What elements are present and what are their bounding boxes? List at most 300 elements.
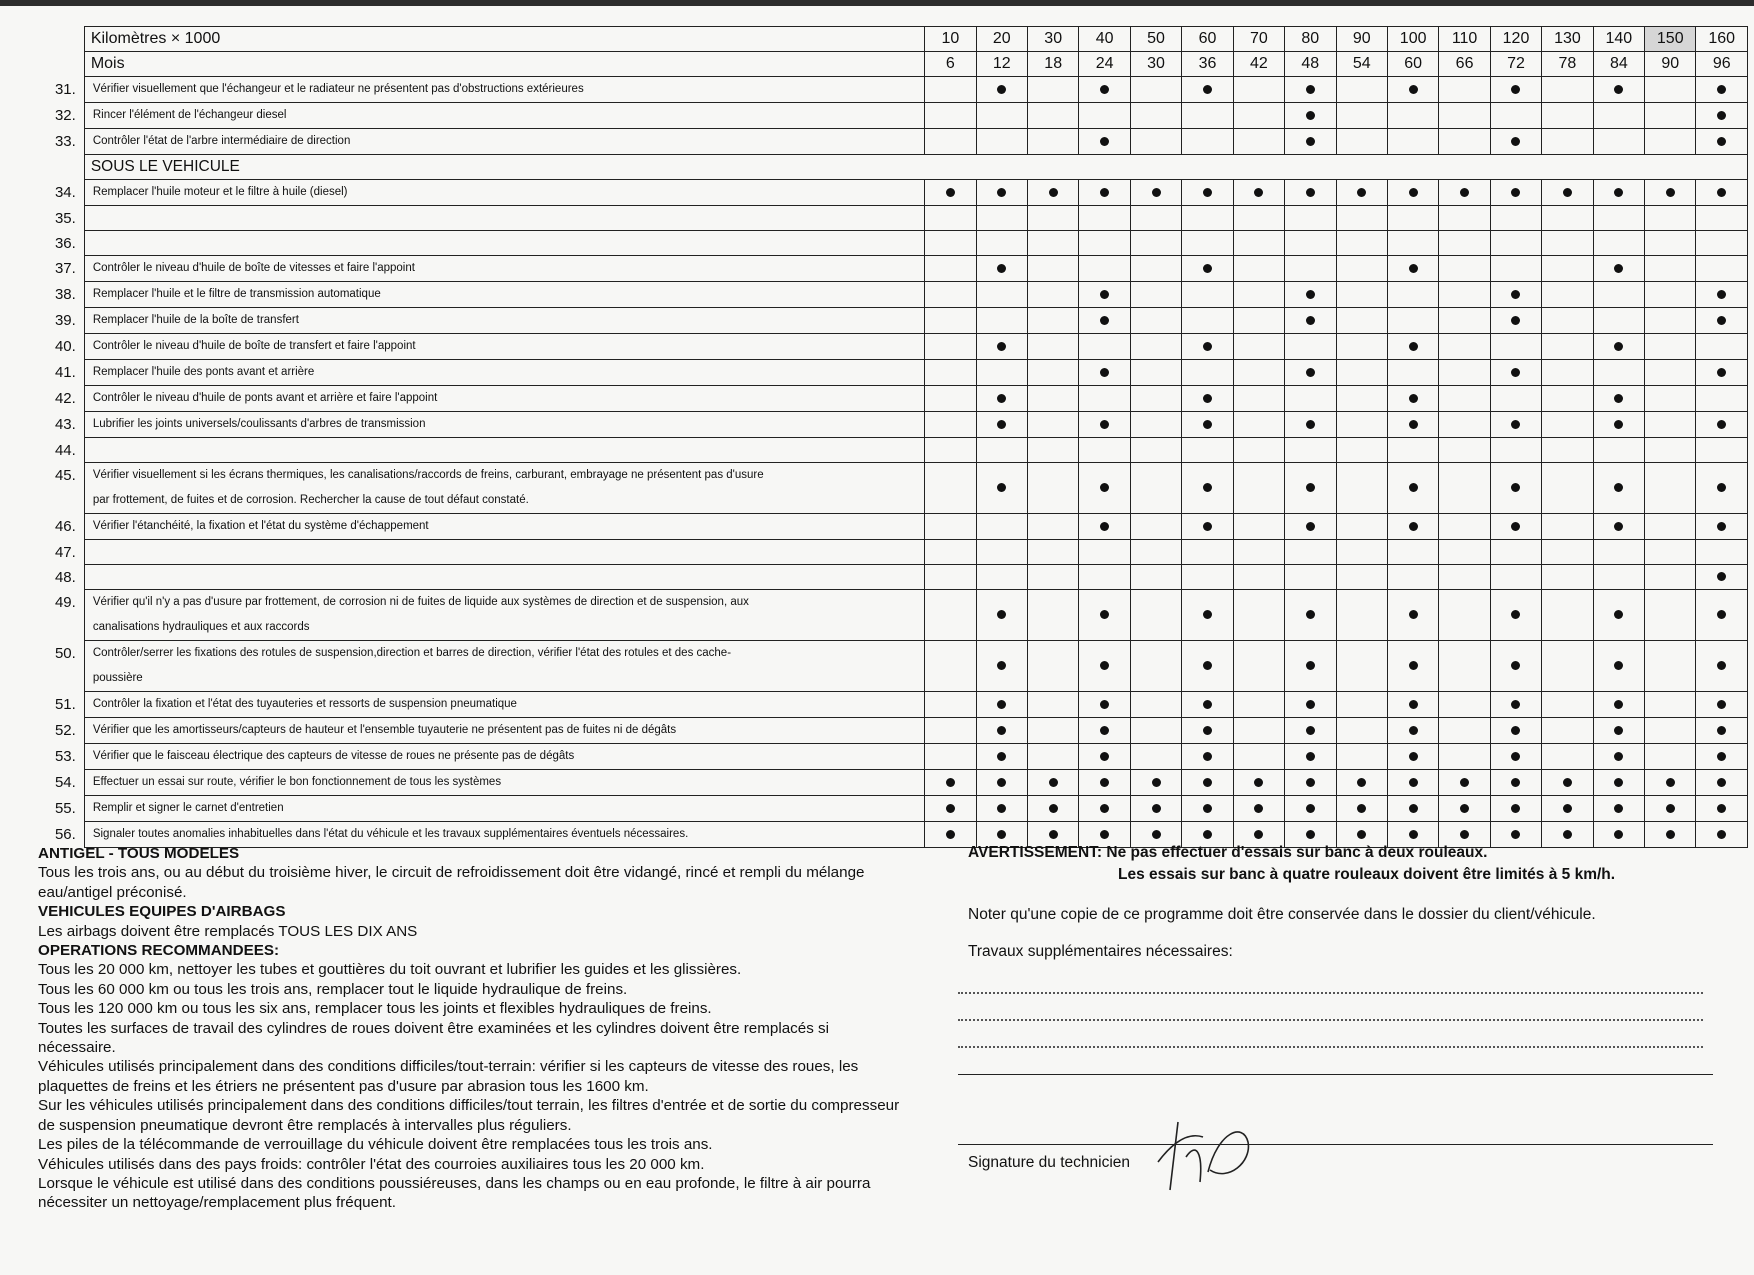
interval-cell xyxy=(1079,180,1130,206)
interval-cell xyxy=(976,412,1027,438)
row-number: 56. xyxy=(54,826,76,843)
interval-cell xyxy=(925,77,976,103)
interval-cell xyxy=(1645,540,1696,565)
km-value: 120 xyxy=(1490,27,1541,52)
interval-cell xyxy=(1233,641,1284,692)
interval-cell xyxy=(1593,796,1644,822)
interval-cell xyxy=(1233,514,1284,540)
interval-cell xyxy=(1027,77,1078,103)
interval-cell xyxy=(925,692,976,718)
service-dot-icon xyxy=(1100,778,1109,787)
interval-cell xyxy=(1387,129,1438,155)
interval-cell xyxy=(1387,386,1438,412)
interval-cell xyxy=(1439,463,1490,514)
service-dot-icon xyxy=(1152,804,1161,813)
service-dot-icon xyxy=(1100,188,1109,197)
interval-cell xyxy=(1336,438,1387,463)
interval-cell xyxy=(1490,514,1541,540)
operation-description: Remplir et signer le carnet d'entretien xyxy=(84,796,924,822)
interval-cell xyxy=(1490,463,1541,514)
interval-cell xyxy=(1182,641,1233,692)
service-dot-icon xyxy=(1306,316,1315,325)
interval-cell xyxy=(1130,540,1181,565)
schedule-row xyxy=(36,590,1748,641)
interval-cell xyxy=(1285,514,1336,540)
interval-cell xyxy=(1027,206,1078,231)
interval-cell xyxy=(1542,334,1593,360)
note-paragraph: Toutes les surfaces de travail des cylindres de roues doivent être examinées et les cylindres doivent être remplacés si nécessaire. xyxy=(38,1019,829,1057)
km-label: Kilomètres × 1000 xyxy=(84,27,924,52)
interval-cell xyxy=(976,463,1027,514)
interval-cell xyxy=(1387,463,1438,514)
service-dot-icon xyxy=(1100,610,1109,619)
service-dot-icon xyxy=(997,778,1006,787)
service-dot-icon xyxy=(1306,483,1315,492)
interval-cell xyxy=(1285,206,1336,231)
interval-cell xyxy=(1387,718,1438,744)
service-dot-icon xyxy=(1203,85,1212,94)
extra-work-line-4[interactable] xyxy=(958,1074,1713,1075)
interval-cell xyxy=(1593,231,1644,256)
interval-cell xyxy=(1233,412,1284,438)
interval-cell xyxy=(1593,692,1644,718)
interval-cell xyxy=(1490,438,1541,463)
interval-cell xyxy=(1027,334,1078,360)
interval-cell xyxy=(1696,386,1748,412)
service-dot-icon xyxy=(1409,85,1418,94)
operation-description: Vérifier que le faisceau électrique des capteurs de vitesse de roues ne présente pas de dégâts xyxy=(84,744,924,770)
service-dot-icon xyxy=(1717,85,1726,94)
interval-cell xyxy=(1130,334,1181,360)
service-dot-icon xyxy=(1152,778,1161,787)
months-label: Mois xyxy=(84,52,924,77)
note-paragraph: Les airbags doivent être remplacés TOUS LES DIX ANS xyxy=(38,922,418,940)
interval-cell xyxy=(1233,256,1284,282)
service-dot-icon xyxy=(1306,420,1315,429)
interval-cell xyxy=(1182,590,1233,641)
service-dot-icon xyxy=(1306,700,1315,709)
interval-cell xyxy=(1387,565,1438,590)
interval-cell xyxy=(1439,692,1490,718)
months-value: 90 xyxy=(1645,52,1696,77)
months-value: 66 xyxy=(1439,52,1490,77)
interval-cell xyxy=(1490,565,1541,590)
row-number: 49. xyxy=(54,593,76,611)
service-dot-icon xyxy=(1614,342,1623,351)
service-dot-icon xyxy=(1100,522,1109,531)
interval-cell xyxy=(1182,256,1233,282)
service-dot-icon xyxy=(1614,804,1623,813)
km-value: 60 xyxy=(1182,27,1233,52)
operation-description xyxy=(84,231,924,256)
service-dot-icon xyxy=(1614,188,1623,197)
interval-cell xyxy=(1593,565,1644,590)
interval-cell xyxy=(1542,438,1593,463)
interval-cell xyxy=(1285,256,1336,282)
service-dot-icon xyxy=(1100,420,1109,429)
interval-cell xyxy=(925,386,976,412)
interval-cell xyxy=(1593,308,1644,334)
row-number: 40. xyxy=(54,338,76,355)
km-value: 40 xyxy=(1079,27,1130,52)
interval-cell xyxy=(1542,360,1593,386)
interval-cell xyxy=(1645,641,1696,692)
interval-cell xyxy=(925,231,976,256)
service-dot-icon xyxy=(1614,610,1623,619)
schedule-row xyxy=(36,282,1748,308)
service-dot-icon xyxy=(1409,264,1418,273)
months-value: 30 xyxy=(1130,52,1181,77)
note-heading: VEHICULES EQUIPES D'AIRBAGS xyxy=(38,903,286,921)
interval-cell xyxy=(1182,129,1233,155)
schedule-row xyxy=(36,231,1748,256)
interval-cell xyxy=(1130,256,1181,282)
interval-cell xyxy=(1285,438,1336,463)
schedule-row xyxy=(36,308,1748,334)
interval-cell xyxy=(1645,822,1696,848)
interval-cell xyxy=(1182,360,1233,386)
interval-cell xyxy=(1439,641,1490,692)
interval-cell xyxy=(1439,590,1490,641)
interval-cell xyxy=(925,256,976,282)
extra-work-line-2[interactable] xyxy=(958,1019,1703,1021)
interval-cell xyxy=(1285,565,1336,590)
interval-cell xyxy=(925,334,976,360)
service-dot-icon xyxy=(1717,137,1726,146)
interval-cell xyxy=(925,540,976,565)
row-number: 38. xyxy=(54,286,76,303)
interval-cell xyxy=(1439,334,1490,360)
interval-cell xyxy=(1130,641,1181,692)
interval-cell xyxy=(1336,641,1387,692)
interval-cell xyxy=(1336,129,1387,155)
service-dot-icon xyxy=(1049,804,1058,813)
service-dot-icon xyxy=(1203,830,1212,839)
interval-cell xyxy=(1182,796,1233,822)
interval-cell xyxy=(1233,360,1284,386)
extra-work-line-3[interactable] xyxy=(958,1046,1703,1048)
operation-description: Contrôler la fixation et l'état des tuyauteries et ressorts de suspension pneumatique xyxy=(84,692,924,718)
service-dot-icon xyxy=(1409,726,1418,735)
service-dot-icon xyxy=(1306,726,1315,735)
service-dot-icon xyxy=(946,804,955,813)
interval-cell xyxy=(1696,412,1748,438)
operation-description xyxy=(84,641,924,692)
service-dot-icon xyxy=(1614,522,1623,531)
row-number: 51. xyxy=(54,696,76,713)
service-dot-icon xyxy=(1049,778,1058,787)
interval-cell xyxy=(1645,103,1696,129)
interval-cell xyxy=(976,796,1027,822)
service-dot-icon xyxy=(1666,188,1675,197)
schedule-row xyxy=(36,796,1748,822)
service-dot-icon xyxy=(1409,522,1418,531)
interval-cell xyxy=(1285,412,1336,438)
service-dot-icon xyxy=(1511,188,1520,197)
interval-cell xyxy=(1285,77,1336,103)
interval-cell xyxy=(1285,334,1336,360)
interval-cell xyxy=(925,308,976,334)
interval-cell xyxy=(1490,412,1541,438)
service-dot-icon xyxy=(1717,111,1726,120)
interval-cell xyxy=(1696,744,1748,770)
operation-description xyxy=(84,590,924,641)
schedule-row xyxy=(36,256,1748,282)
schedule-row xyxy=(36,129,1748,155)
interval-cell xyxy=(1130,565,1181,590)
service-dot-icon xyxy=(1203,752,1212,761)
interval-cell xyxy=(1593,334,1644,360)
service-dot-icon xyxy=(997,342,1006,351)
interval-cell xyxy=(1336,770,1387,796)
interval-cell xyxy=(1130,514,1181,540)
interval-cell xyxy=(1027,438,1078,463)
service-dot-icon xyxy=(1409,778,1418,787)
row-number: 31. xyxy=(54,81,76,98)
service-dot-icon xyxy=(1203,342,1212,351)
interval-cell xyxy=(1542,463,1593,514)
interval-cell xyxy=(1439,180,1490,206)
description-line-2: poussière xyxy=(92,672,143,684)
km-value: 100 xyxy=(1387,27,1438,52)
interval-cell xyxy=(1285,282,1336,308)
service-dot-icon xyxy=(997,264,1006,273)
interval-cell xyxy=(1542,129,1593,155)
interval-cell xyxy=(1336,360,1387,386)
signature-line[interactable] xyxy=(958,1144,1713,1145)
interval-cell xyxy=(1027,308,1078,334)
service-dot-icon xyxy=(1203,726,1212,735)
km-value: 150 xyxy=(1645,27,1696,52)
interval-cell xyxy=(1336,231,1387,256)
interval-cell xyxy=(1542,386,1593,412)
schedule-row xyxy=(36,463,1748,514)
interval-cell xyxy=(1593,180,1644,206)
interval-cell xyxy=(1490,692,1541,718)
row-number: 54. xyxy=(54,774,76,791)
section-row xyxy=(36,155,1748,180)
months-value: 36 xyxy=(1182,52,1233,77)
description-line-1: Contrôler/serrer les fixations des rotules de suspension,direction et barres de direction, vérifier l'état des rotules et des cache- xyxy=(92,647,732,659)
row-number: 55. xyxy=(54,800,76,817)
interval-cell xyxy=(925,360,976,386)
interval-cell xyxy=(1542,514,1593,540)
interval-cell xyxy=(1696,641,1748,692)
interval-cell xyxy=(1130,77,1181,103)
interval-cell xyxy=(1182,231,1233,256)
interval-cell xyxy=(976,256,1027,282)
interval-cell xyxy=(1387,438,1438,463)
interval-cell xyxy=(1645,565,1696,590)
interval-cell xyxy=(976,770,1027,796)
interval-cell xyxy=(1645,360,1696,386)
interval-cell xyxy=(976,438,1027,463)
interval-cell xyxy=(1387,360,1438,386)
interval-cell xyxy=(1439,231,1490,256)
service-dot-icon xyxy=(1511,752,1520,761)
interval-cell xyxy=(1645,796,1696,822)
interval-cell xyxy=(1542,770,1593,796)
row-number-blank xyxy=(36,27,84,52)
service-dot-icon xyxy=(1100,85,1109,94)
interval-cell xyxy=(1182,692,1233,718)
interval-cell xyxy=(1027,540,1078,565)
interval-cell xyxy=(1696,796,1748,822)
operation-description: Vérifier visuellement que l'échangeur et le radiateur ne présentent pas d'obstructions extérieures xyxy=(84,77,924,103)
interval-cell xyxy=(1336,514,1387,540)
km-value: 20 xyxy=(976,27,1027,52)
service-dot-icon xyxy=(1717,420,1726,429)
interval-cell xyxy=(1233,334,1284,360)
interval-cell xyxy=(1645,412,1696,438)
interval-cell xyxy=(1336,718,1387,744)
service-dot-icon xyxy=(1100,804,1109,813)
service-dot-icon xyxy=(997,700,1006,709)
interval-cell xyxy=(1130,206,1181,231)
km-value: 90 xyxy=(1336,27,1387,52)
interval-cell xyxy=(1027,744,1078,770)
service-dot-icon xyxy=(1203,264,1212,273)
service-dot-icon xyxy=(1409,188,1418,197)
interval-cell xyxy=(1645,386,1696,412)
row-number: 45. xyxy=(54,466,76,484)
interval-cell xyxy=(1233,180,1284,206)
interval-cell xyxy=(1593,77,1644,103)
schedule-row xyxy=(36,77,1748,103)
interval-cell xyxy=(1387,412,1438,438)
row-number: 44. xyxy=(54,441,76,459)
extra-work-label: Travaux supplémentaires nécessaires: xyxy=(968,943,1233,960)
service-dot-icon xyxy=(1511,483,1520,492)
interval-cell xyxy=(1130,386,1181,412)
interval-cell xyxy=(1645,463,1696,514)
interval-cell xyxy=(1387,231,1438,256)
interval-cell xyxy=(1490,744,1541,770)
months-value: 96 xyxy=(1696,52,1748,77)
interval-cell xyxy=(925,282,976,308)
interval-cell xyxy=(1645,231,1696,256)
service-dot-icon xyxy=(1254,830,1263,839)
service-dot-icon xyxy=(1666,830,1675,839)
interval-cell xyxy=(1182,386,1233,412)
interval-cell xyxy=(1593,744,1644,770)
interval-cell xyxy=(1542,590,1593,641)
service-dot-icon xyxy=(1306,368,1315,377)
service-dot-icon xyxy=(1100,137,1109,146)
interval-cell xyxy=(976,386,1027,412)
row-number: 48. xyxy=(54,568,76,586)
schedule-row xyxy=(36,565,1748,590)
service-dot-icon xyxy=(1460,830,1469,839)
interval-cell xyxy=(1027,360,1078,386)
service-dot-icon xyxy=(946,778,955,787)
interval-cell xyxy=(1233,770,1284,796)
service-dot-icon xyxy=(1563,804,1572,813)
interval-cell xyxy=(1233,206,1284,231)
interval-cell xyxy=(1387,180,1438,206)
interval-cell xyxy=(1696,438,1748,463)
interval-cell xyxy=(1027,718,1078,744)
interval-cell xyxy=(1439,744,1490,770)
interval-cell xyxy=(1182,744,1233,770)
interval-cell xyxy=(1696,565,1748,590)
service-dot-icon xyxy=(1717,778,1726,787)
interval-cell xyxy=(1027,463,1078,514)
service-dot-icon xyxy=(1049,830,1058,839)
interval-cell xyxy=(1542,565,1593,590)
interval-cell xyxy=(1027,692,1078,718)
service-dot-icon xyxy=(1306,830,1315,839)
interval-cell xyxy=(1542,77,1593,103)
service-dot-icon xyxy=(1511,368,1520,377)
interval-cell xyxy=(1645,590,1696,641)
operation-description: Remplacer l'huile des ponts avant et arrière xyxy=(84,360,924,386)
schedule-row xyxy=(36,438,1748,463)
operation-description: Contrôler le niveau d'huile de boîte de transfert et faire l'appoint xyxy=(84,334,924,360)
row-number: 50. xyxy=(54,644,76,662)
schedule-row xyxy=(36,412,1748,438)
service-dot-icon xyxy=(1614,752,1623,761)
months-value: 24 xyxy=(1079,52,1130,77)
interval-cell xyxy=(976,129,1027,155)
interval-cell xyxy=(1696,463,1748,514)
interval-cell xyxy=(1285,796,1336,822)
interval-cell xyxy=(1696,770,1748,796)
interval-cell xyxy=(1285,308,1336,334)
interval-cell xyxy=(1387,770,1438,796)
interval-cell xyxy=(1285,744,1336,770)
interval-cell xyxy=(976,514,1027,540)
interval-cell xyxy=(1233,718,1284,744)
service-dot-icon xyxy=(1717,752,1726,761)
interval-cell xyxy=(925,103,976,129)
interval-cell xyxy=(1387,206,1438,231)
service-dot-icon xyxy=(1203,188,1212,197)
interval-cell xyxy=(1439,540,1490,565)
schedule-row xyxy=(36,514,1748,540)
header-row-months xyxy=(36,52,1748,77)
service-dot-icon xyxy=(1717,483,1726,492)
interval-cell xyxy=(976,718,1027,744)
interval-cell xyxy=(1490,590,1541,641)
interval-cell xyxy=(1182,514,1233,540)
service-dot-icon xyxy=(1100,700,1109,709)
interval-cell xyxy=(1130,180,1181,206)
service-dot-icon xyxy=(1357,804,1366,813)
service-dot-icon xyxy=(1306,661,1315,670)
service-dot-icon xyxy=(1511,700,1520,709)
interval-cell xyxy=(1079,744,1130,770)
interval-cell xyxy=(1645,770,1696,796)
section-title: SOUS LE VEHICULE xyxy=(84,155,1747,180)
interval-cell xyxy=(925,463,976,514)
interval-cell xyxy=(925,438,976,463)
interval-cell xyxy=(1336,386,1387,412)
interval-cell xyxy=(1645,308,1696,334)
row-number: 32. xyxy=(54,107,76,124)
interval-cell xyxy=(1490,231,1541,256)
extra-work-line-1[interactable] xyxy=(958,992,1703,994)
service-dot-icon xyxy=(1306,290,1315,299)
interval-cell xyxy=(1336,412,1387,438)
interval-cell xyxy=(1490,282,1541,308)
interval-cell xyxy=(1542,282,1593,308)
maintenance-schedule-table xyxy=(36,26,1748,848)
service-dot-icon xyxy=(1203,420,1212,429)
service-dot-icon xyxy=(1306,137,1315,146)
service-dot-icon xyxy=(1203,700,1212,709)
interval-cell xyxy=(1285,180,1336,206)
